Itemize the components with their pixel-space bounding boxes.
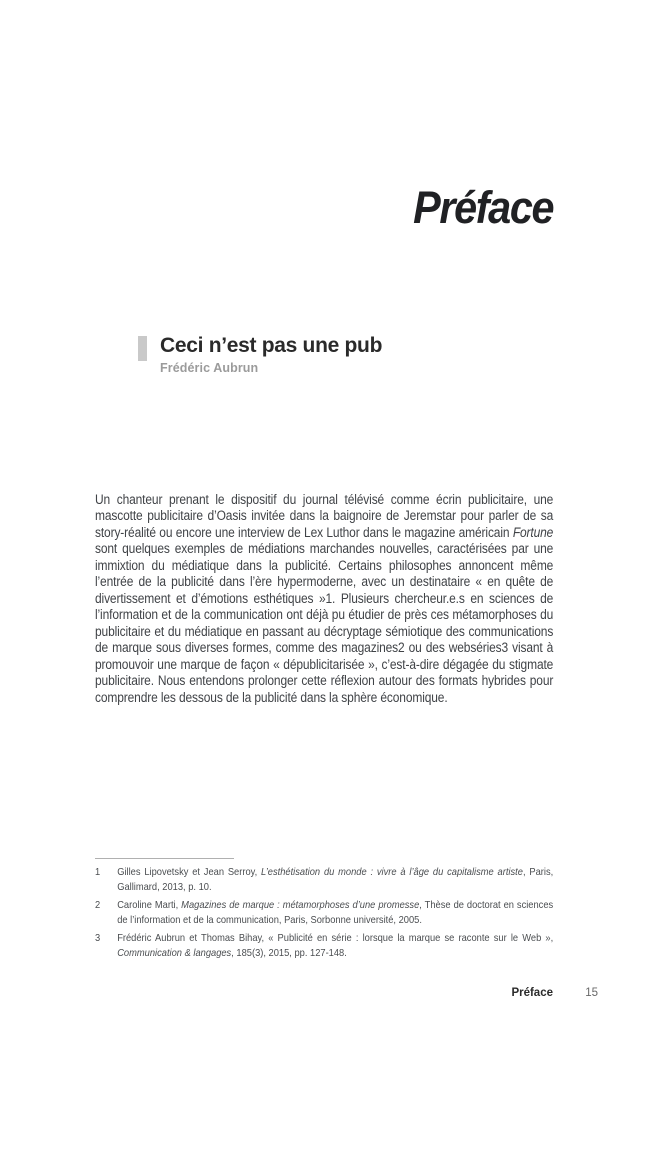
footnote-item (95, 865, 553, 895)
chapter-title: Ceci n’est pas une pub (160, 334, 383, 357)
footer-section-label: Préface (511, 987, 553, 999)
body-italic-term: Fortune (512, 524, 554, 540)
footer-page-number: 15 (585, 987, 598, 999)
footnote-text-italic: Communication & langages (117, 947, 232, 959)
footnote-text-italic: L’esthétisation du monde : vivre à l’âge du capitalisme artiste (261, 866, 523, 878)
footnote-text (117, 865, 553, 895)
footnote-separator-rule (95, 858, 234, 859)
footnote-item (95, 931, 553, 961)
footnote-text-post: , Paris, Gallimard, 2013, p. 10. (117, 866, 554, 893)
footnote-text-post: , 185(3), 2015, pp. 127-148. (231, 947, 347, 959)
footnote-text-pre: Gilles Lipovetsky et Jean Serroy, (117, 866, 262, 878)
footnote-item (95, 898, 553, 928)
footnote-text (117, 898, 553, 928)
footnote-text-post: , Thèse de doctorat en sciences de l’information et de la communication, Paris, Sorbonne université, 2005. (117, 899, 554, 926)
footnote-number: 2 (95, 899, 101, 911)
footnotes-block (95, 865, 553, 964)
body-paragraph (95, 492, 553, 707)
page-title: Préface (413, 182, 553, 233)
footnote-number: 1 (95, 866, 101, 878)
body-segment-after-italic: sont quelques exemples de médiations marchandes nouvelles, caractérisées par une immixtion du médiatique dans la publicité. Certains philosophes annoncent même l’entrée de la publicité dans l’ère hypermoderne, avec un destinataire « en quête de divertissement et d’émotions esthétiques »1. Plusieurs chercheur.e.s en sciences de l’information et de la communication ont déjà pu étudier de près ces métamorphoses du publicitaire et du médiatique en passant au décryptage sémiotique des communications de marque sous diverses formes, comme des magazines2 ou des webséries3 visant à promouvoir une marque de façon « dépublicitarisée », c’est-à-dire dégagée du stigmate publicitaire. Nous entendons prolonger cette réflexion autour des formats hybrides pour comprendre les dessous de la publicité dans la sphère économique. (95, 541, 554, 705)
footnote-text (117, 931, 553, 961)
footnote-text-italic: Magazines de marque : métamorphoses d’une promesse (181, 899, 420, 911)
chapter-accent-bar (138, 336, 147, 361)
footnote-number: 3 (95, 932, 101, 944)
body-segment-before-italic: Un chanteur prenant le dispositif du journal télévisé comme écrin publicitaire, une mascotte publicitaire d’Oasis invitée dans la baignoire de Jeremstar pour parler de sa story-réalité ou encore une interview de Lex Luthor dans le magazine américain (95, 491, 554, 540)
footnote-text-pre: Frédéric Aubrun et Thomas Bihay, « Publicité en série : lorsque la marque se raconte sur le Web », (117, 932, 554, 944)
footnote-text-pre: Caroline Marti, (117, 899, 182, 911)
chapter-author: Frédéric Aubrun (160, 361, 259, 375)
